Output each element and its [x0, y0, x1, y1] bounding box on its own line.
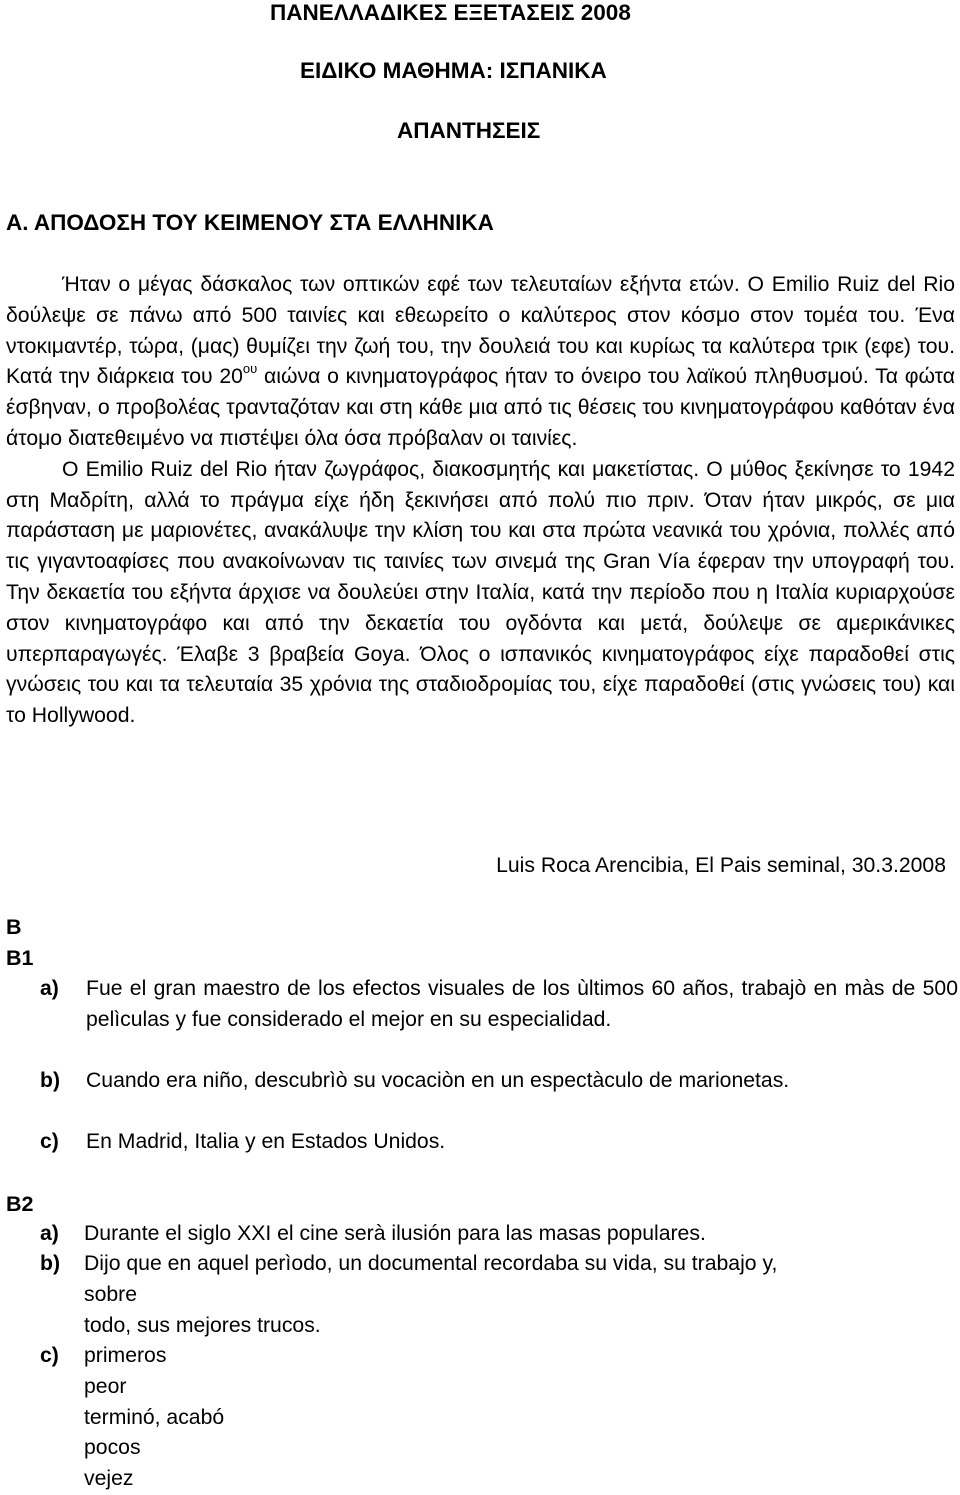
subject-heading: ΕΙΔΙΚΟ ΜΑΘΗΜΑ: ΙΣΠΑΝΙΚΑ: [300, 58, 607, 83]
translation-paragraph-1: [6, 270, 955, 455]
b1-item-a-text: Fue el gran maestro de los efectos visuales de los ùltimos 60 años, trabajò en màs de 500 pelìculas y fue considerado el mejor en su especialidad.: [86, 977, 958, 1031]
translation-paragraph-1-start: Ήταν ο μέγας δάσκαλος των οπτικών εφέ των τελευταίων εξήντα ετών. Ο Emilio Ruiz del Rio δούλεψε σε πάνω από 500 ταινίες και εθεωρείτο ο καλύτερος στον κόσμο στον τομέα του. Ένα ντοκιμαντέρ, τώρα, (μας) θυμίζει την ζωή του, την δουλειά του και κυρίως τα καλύτερα τρικ (εφε) του. Κατά την διάρκεια του 20: [6, 273, 955, 389]
section-b-heading: Β: [6, 915, 22, 939]
answers-heading: ΑΠΑΝΤΗΣΕΙΣ: [397, 118, 541, 143]
b2-item-b: [40, 1249, 958, 1341]
section-b2-heading: Β2: [6, 1192, 34, 1216]
b2-item-a-text: Durante el siglo XXI el cine serà ilusión para las masas populares.: [84, 1222, 706, 1245]
century-ordinal-superscript: ου: [242, 361, 258, 377]
b2-item-a-marker: a): [40, 1222, 59, 1245]
section-a-heading: Α. ΑΠΟΔΟΣΗ ΤΟΥ ΚΕΙΜΕΝΟΥ ΣΤΑ ΕΛΛΗΝΙΚΑ: [6, 210, 494, 235]
translation-paragraph-2: Ο Emilio Ruiz del Rio ήταν ζωγράφος, διακοσμητής και μακετίστας. Ο μύθος ξεκίνησε το 1942 στη Μαδρίτη, αλλά το πράγμα είχε ήδη ξεκινήσει από πολύ πιο πριν. Όταν ήταν μικρός, σε μια παράσταση με μαριονέτες, ανακάλυψε την κλίση του και στα πρώτα νεανικά του χρόνια, πολλές από τις γιγαντοαφίσες που ανακοίνωναν τις ταινίες των σινεμά της Gran Vía έφεραν την υπογραφή του. Την δεκαετία του εξήντα άρχισε να δουλεύει στην Ιταλία, κατά την περίοδο που η Ιταλία κυριαρχούσε στον κινηματογράφο και από την δεκαετία του ογδόντα και μετά, δούλεψε σε αμερικάνικες υπερπαραγωγές. Έλαβε 3 βραβεία Goya. Όλος ο ισπανικός κινηματογράφος είχε παραδοθεί στις γνώσεις του και τα τελευταία 35 χρόνια της σταδιοδρομίας του, είχε παραδοθεί (στις γνώσεις του) και το Hollywood.: [6, 457, 955, 728]
translation-paragraph-1-end: αιώνα ο κινηματογράφος ήταν το όνειρο του λαϊκού πληθυσμού. Τα φώτα έσβηναν, ο προβολέας τρανταζόταν και στη κάθε μια από τις θέσεις του κινηματογράφου καθόταν ένα άτομο διατεθειμένο να πιστέψει όλα όσα πρόβαλαν οι ταινίες.: [6, 365, 956, 450]
b1-item-a: [40, 974, 958, 1036]
b1-item-b-text: Cuando era niño, descubrìò su vocaciòn en un espectàculo de marionetas.: [86, 1069, 790, 1092]
b2-item-a: [40, 1219, 958, 1250]
source-citation: Luis Roca Arencibia, El Pais seminal, 30.3.2008: [496, 854, 946, 877]
b2-item-b-line-3: todo, sus mejores trucos.: [84, 1313, 321, 1337]
b2-item-b-line-1: Dijo que en aquel perìodo, un documental recordaba su vida, su trabajo y,: [84, 1252, 778, 1275]
b2-item-c: [40, 1341, 958, 1495]
document-title: ΠΑΝΕΛΛΑΔΙΚΕΣ ΕΞΕΤΑΣΕΙΣ 2008: [270, 0, 631, 25]
b2-item-c-marker: c): [40, 1344, 59, 1367]
b1-item-b-marker: b): [40, 1069, 60, 1092]
b2-word-pocos: pocos: [84, 1436, 141, 1460]
b2-word-primeros: primeros: [84, 1344, 167, 1367]
b1-item-c: [40, 1127, 958, 1158]
b2-word-peor: peor: [84, 1374, 127, 1398]
b2-word-termino-acabo: terminó, acabó: [84, 1405, 225, 1429]
b1-item-c-marker: c): [40, 1130, 59, 1153]
b1-item-a-marker: a): [40, 977, 59, 1000]
b2-word-vejez: vejez: [84, 1467, 134, 1491]
b1-item-c-text: En Madrid, Italia y en Estados Unidos.: [86, 1130, 446, 1153]
section-b1-heading: Β1: [6, 946, 34, 970]
b2-item-b-line-2: sobre: [84, 1282, 137, 1306]
b1-item-b: [40, 1066, 958, 1097]
b2-item-b-marker: b): [40, 1252, 60, 1275]
translation-text: [6, 270, 955, 732]
